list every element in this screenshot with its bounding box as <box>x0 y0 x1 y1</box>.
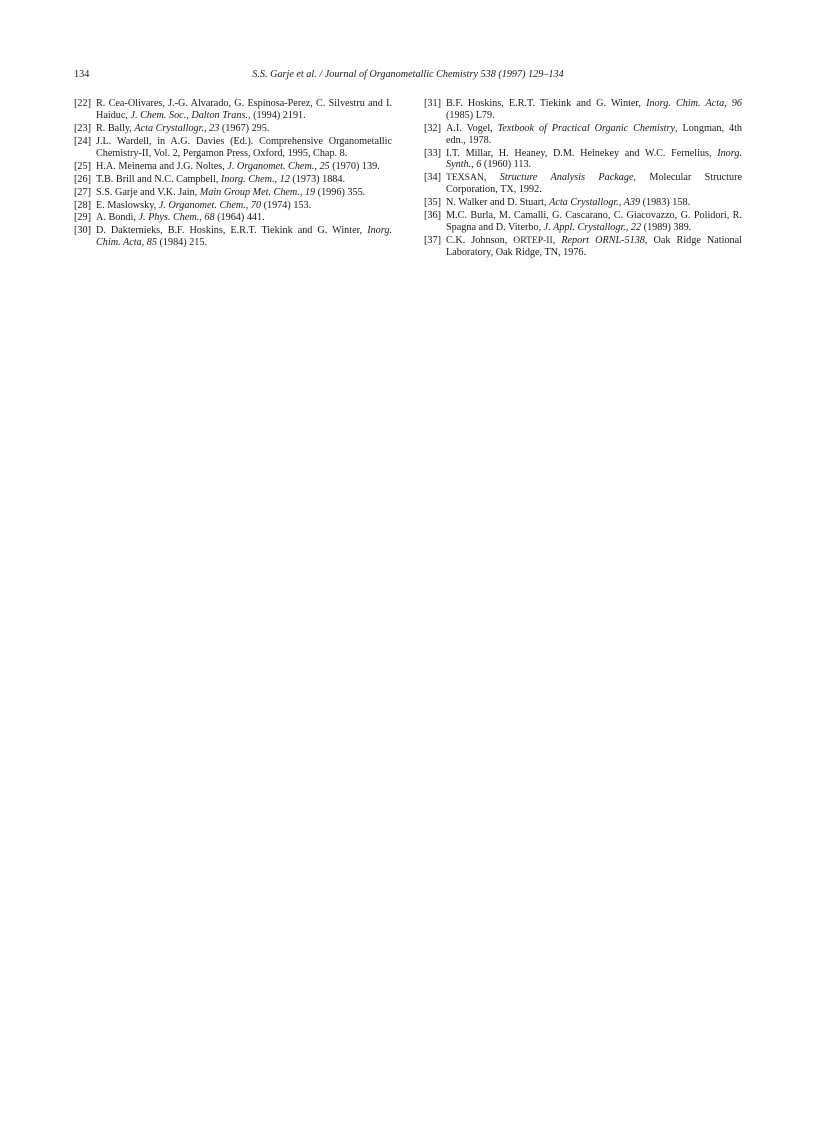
citation-source: J. Organomet. Chem., 70 <box>158 199 262 211</box>
running-head <box>74 68 742 82</box>
reference-text: (1996) 355. <box>315 186 366 198</box>
reference-text: E. Maslowsky, <box>96 199 159 211</box>
reference-entry <box>424 210 742 234</box>
reference-entry <box>74 98 392 122</box>
reference-text: , <box>483 172 500 184</box>
reference-text: ORTEP-II <box>513 234 553 246</box>
reference-text: N. Walker and D. Stuart, <box>446 197 550 209</box>
reference-text: T.B. Brill and N.C. Campbell, <box>96 173 221 185</box>
reference-number: [37] <box>424 234 441 246</box>
reference-entry <box>74 161 392 173</box>
citation-source: Structure Analysis Package <box>499 172 634 184</box>
reference-number: [30] <box>74 225 91 237</box>
citation-source: J. Phys. Chem., 68 <box>138 212 215 224</box>
reference-text: B.F. Hoskins, E.R.T. Tiekink and G. Winter, <box>446 98 647 109</box>
citation-source: Report ORNL-5138 <box>561 234 645 246</box>
citation-source: Acta Crystallogr., A39 <box>549 197 641 209</box>
reference-list-right-column <box>424 98 742 260</box>
reference-text: , Longman, 4th edn., 1978. <box>446 122 742 146</box>
journal-header: S.S. Garje et al. / Journal of Organometallic Chemistry 538 (1997) 129–134 <box>252 69 564 80</box>
reference-text: (1973) 1884. <box>289 173 346 185</box>
reference-number: [35] <box>424 197 441 209</box>
reference-text: , Molecular Structure Corporation, TX, 1992. <box>446 172 742 196</box>
reference-number: [33] <box>424 147 441 159</box>
reference-entry <box>424 235 742 259</box>
reference-number: [26] <box>74 173 91 185</box>
reference-entry <box>74 225 392 249</box>
reference-text: , Oak Ridge National Laboratory, Oak Ridge, TN, 1976. <box>446 234 742 258</box>
reference-text: C.K. Johnson, <box>446 234 514 246</box>
reference-text: H.A. Meinema and J.G. Noltes, <box>96 160 228 172</box>
reference-number: [32] <box>424 122 441 134</box>
reference-text: (1984) 215. <box>156 237 208 249</box>
reference-number: [34] <box>424 172 441 184</box>
reference-text: (1974) 153. <box>261 199 312 211</box>
citation-source: Inorg. Chem., 12 <box>220 173 290 185</box>
reference-text: (1989) 389. <box>641 221 692 233</box>
reference-entry <box>74 187 392 199</box>
reference-text: D. Dakternieks, B.F. Hoskins, E.R.T. Tiekink and G. Winter, <box>96 225 368 237</box>
citation-source: Main Group Met. Chem., 19 <box>199 186 316 198</box>
citation-source: J. Organomet. Chem., 25 <box>227 160 330 172</box>
reference-entry <box>424 123 742 147</box>
citation-source: Inorg. Synth., 6 <box>446 147 742 171</box>
reference-text: , (1994) 2191. <box>247 109 306 121</box>
reference-text: J.L. Wardell, in A.G. Davies (Ed.). Comprehensive Organometallic Chemistry-II, Vol. 2, Pergamon Press, Oxford, 1995, Chap. 8. <box>96 135 392 159</box>
citation-source: Inorg. Chim. Acta, 96 <box>646 98 742 109</box>
citation-source: Inorg. Chim. Acta, 85 <box>96 225 392 249</box>
reference-number: [29] <box>74 212 91 224</box>
reference-entry <box>74 212 392 224</box>
reference-number: [23] <box>74 122 91 134</box>
reference-number: [22] <box>74 98 91 109</box>
reference-entry <box>74 123 392 135</box>
reference-text: (1960) 113. <box>481 159 532 171</box>
citation-source: Textbook of Practical Organic Chemistry <box>497 122 675 134</box>
citation-source: Acta Crystallogr., 23 <box>134 122 220 134</box>
reference-entry <box>424 98 742 122</box>
reference-entry <box>74 200 392 212</box>
reference-list-left-column <box>74 98 392 250</box>
reference-text: A.I. Vogel, <box>446 122 498 134</box>
reference-text: R. Bally, <box>96 122 135 134</box>
reference-text: M.C. Burla, M. Camalli, G. Cascarano, C. Giacovazzo, G. Polidori, R. Spagna and D. Viterbo, <box>446 210 742 233</box>
reference-entry <box>424 172 742 196</box>
citation-source: J. Chem. Soc., Dalton Trans. <box>130 109 248 121</box>
citation-source: J. Appl. Crystallogr., 22 <box>543 221 642 233</box>
reference-text: (1970) 139. <box>329 160 380 172</box>
reference-text: (1967) 295. <box>219 122 270 134</box>
page-number: 134 <box>74 69 90 80</box>
reference-number: [24] <box>74 135 91 147</box>
reference-entry <box>424 197 742 209</box>
reference-number: [36] <box>424 210 441 222</box>
reference-text: R. Cea-Olivares, J.-G. Alvarado, G. Espinosa-Perez, C. Silvestru and I. Haiduc, <box>96 98 392 121</box>
reference-entry <box>424 148 742 172</box>
reference-text: I.T. Millar, H. Heaney, D.M. Heinekey and W.C. Fernelius, <box>446 147 718 159</box>
reference-text: S.S. Garje and V.K. Jain, <box>96 186 200 198</box>
reference-number: [31] <box>424 98 441 109</box>
reference-number: [27] <box>74 186 91 198</box>
reference-text: , <box>552 234 562 246</box>
reference-number: [28] <box>74 199 91 211</box>
reference-text: A. Bondi, <box>96 212 139 224</box>
reference-text: (1964) 441. <box>214 212 265 224</box>
reference-text: TEXSAN <box>446 172 484 184</box>
reference-text: (1985) L79. <box>446 109 495 121</box>
reference-number: [25] <box>74 160 91 172</box>
reference-text: (1983) 158. <box>640 197 691 209</box>
reference-entry <box>74 174 392 186</box>
reference-entry <box>74 136 392 160</box>
